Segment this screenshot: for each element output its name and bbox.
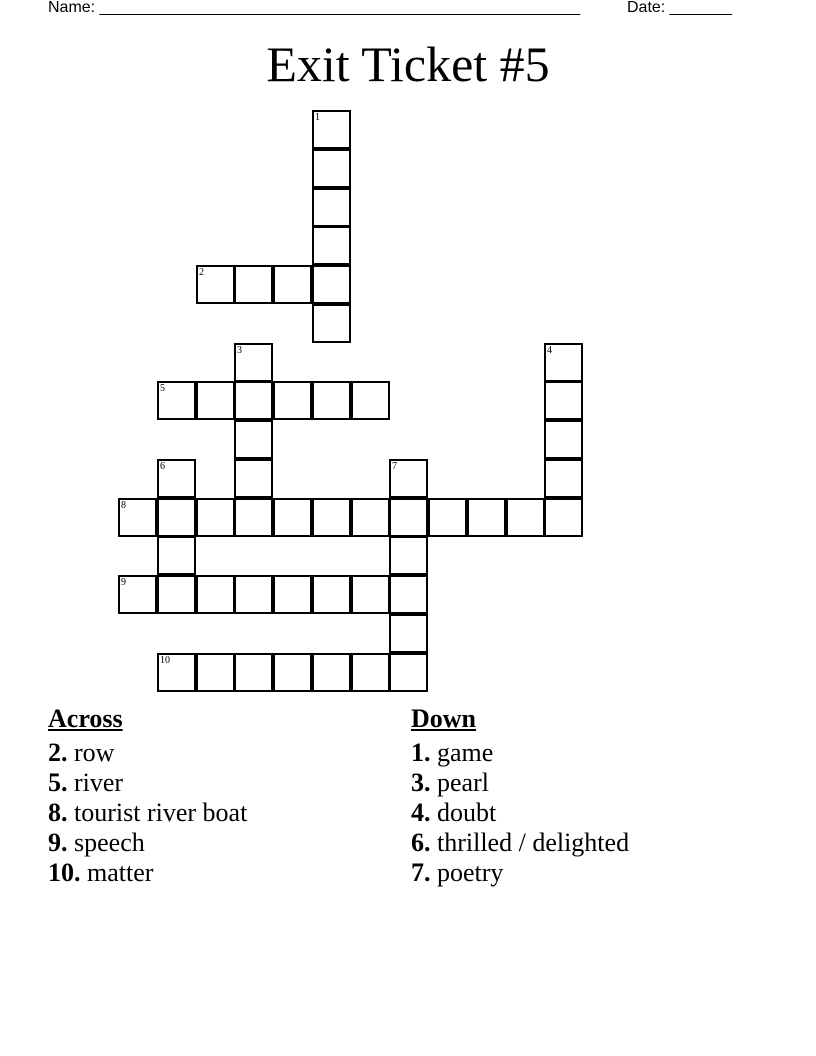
crossword-cell[interactable] — [234, 420, 273, 459]
clue-number: 5. — [48, 768, 68, 797]
down-clues — [411, 704, 629, 888]
clue-text: pearl — [430, 768, 489, 797]
clue-text: matter — [80, 858, 154, 887]
cell-number: 1 — [315, 112, 320, 123]
crossword-cell[interactable] — [312, 653, 351, 692]
crossword-cell[interactable] — [312, 304, 351, 343]
crossword-cell[interactable] — [428, 498, 467, 537]
crossword-cell[interactable] — [544, 420, 583, 459]
down-clue — [411, 738, 629, 768]
crossword-cell[interactable] — [157, 536, 196, 575]
across-clues — [48, 704, 247, 888]
crossword-cell[interactable] — [234, 265, 273, 304]
crossword-cell[interactable] — [196, 653, 235, 692]
clue-text: poetry — [430, 858, 504, 887]
cell-number: 8 — [121, 500, 126, 511]
cell-number: 4 — [547, 345, 552, 356]
crossword-cell[interactable] — [157, 653, 196, 692]
crossword-cell[interactable] — [544, 381, 583, 420]
cell-number: 2 — [199, 267, 204, 278]
crossword-cell[interactable] — [157, 498, 196, 537]
crossword-cell[interactable] — [312, 265, 351, 304]
down-clue-list — [411, 738, 629, 888]
clue-text: speech — [67, 828, 145, 857]
crossword-cell[interactable] — [273, 653, 312, 692]
crossword-cell[interactable] — [312, 575, 351, 614]
crossword-cell[interactable] — [196, 381, 235, 420]
down-clue — [411, 768, 629, 798]
crossword-cell[interactable] — [312, 188, 351, 227]
crossword-cell[interactable] — [234, 498, 273, 537]
clue-number: 1. — [411, 738, 431, 767]
crossword-cell[interactable] — [118, 498, 157, 537]
crossword-cell[interactable] — [196, 265, 235, 304]
crossword-cell[interactable] — [312, 226, 351, 265]
crossword-cell[interactable] — [157, 381, 196, 420]
crossword-cell[interactable] — [351, 381, 390, 420]
clue-number: 9. — [48, 828, 68, 857]
crossword-cell[interactable] — [312, 149, 351, 188]
crossword-cell[interactable] — [351, 498, 390, 537]
clue-number: 6. — [411, 828, 431, 857]
crossword-cell[interactable] — [273, 265, 312, 304]
cell-number: 9 — [121, 577, 126, 588]
down-clue — [411, 828, 629, 858]
crossword-cell[interactable] — [157, 459, 196, 498]
crossword-cell[interactable] — [351, 575, 390, 614]
crossword-cell[interactable] — [544, 459, 583, 498]
crossword-cell[interactable] — [234, 459, 273, 498]
crossword-cell[interactable] — [234, 653, 273, 692]
down-clue — [411, 798, 629, 828]
crossword-cell[interactable] — [389, 575, 428, 614]
crossword-cell[interactable] — [389, 653, 428, 692]
clue-text: river — [67, 768, 124, 797]
cell-number: 7 — [392, 461, 397, 472]
crossword-cell[interactable] — [273, 381, 312, 420]
clue-text: tourist river boat — [67, 798, 248, 827]
across-clue — [48, 798, 247, 828]
crossword-cell[interactable] — [389, 536, 428, 575]
cell-number: 6 — [160, 461, 165, 472]
across-heading: Across — [48, 704, 123, 733]
down-heading: Down — [411, 704, 477, 733]
crossword-cell[interactable] — [157, 575, 196, 614]
crossword-cell[interactable] — [312, 110, 351, 149]
clue-text: row — [67, 738, 115, 767]
across-clue — [48, 828, 247, 858]
page-title: Exit Ticket #5 — [266, 36, 550, 92]
crossword-cell[interactable] — [234, 381, 273, 420]
down-clue — [411, 858, 629, 888]
across-clue — [48, 738, 247, 768]
clue-number: 8. — [48, 798, 68, 827]
crossword-cell[interactable] — [312, 381, 351, 420]
across-clue-list — [48, 738, 247, 888]
crossword-cell[interactable] — [389, 498, 428, 537]
crossword-cell[interactable] — [544, 343, 583, 382]
clue-number: 2. — [48, 738, 68, 767]
crossword-cell[interactable] — [196, 575, 235, 614]
clue-number: 10. — [48, 858, 81, 887]
crossword-cell[interactable] — [544, 498, 583, 537]
cell-number: 10 — [160, 655, 170, 666]
crossword-cell[interactable] — [234, 575, 273, 614]
crossword-cell[interactable] — [467, 498, 506, 537]
clue-text: thrilled / delighted — [430, 828, 630, 857]
crossword-cell[interactable] — [273, 498, 312, 537]
crossword-cell[interactable] — [234, 343, 273, 382]
across-clue — [48, 768, 247, 798]
crossword-cell[interactable] — [389, 459, 428, 498]
cell-number: 5 — [160, 383, 165, 394]
clue-number: 3. — [411, 768, 431, 797]
clue-text: doubt — [430, 798, 497, 827]
date-field: Date: _______ — [627, 0, 732, 16]
crossword-cell[interactable] — [312, 498, 351, 537]
cell-number: 3 — [237, 345, 242, 356]
clue-number: 7. — [411, 858, 431, 887]
crossword-cell[interactable] — [273, 575, 312, 614]
clue-text: game — [430, 738, 494, 767]
clue-number: 4. — [411, 798, 431, 827]
name-field: Name: ______________________________________________________ — [48, 0, 581, 16]
across-clue — [48, 858, 247, 888]
crossword-cell[interactable] — [196, 498, 235, 537]
crossword-cell[interactable] — [506, 498, 545, 537]
crossword-cell[interactable] — [389, 614, 428, 653]
crossword-cell[interactable] — [351, 653, 390, 692]
crossword-cell[interactable] — [118, 575, 157, 614]
